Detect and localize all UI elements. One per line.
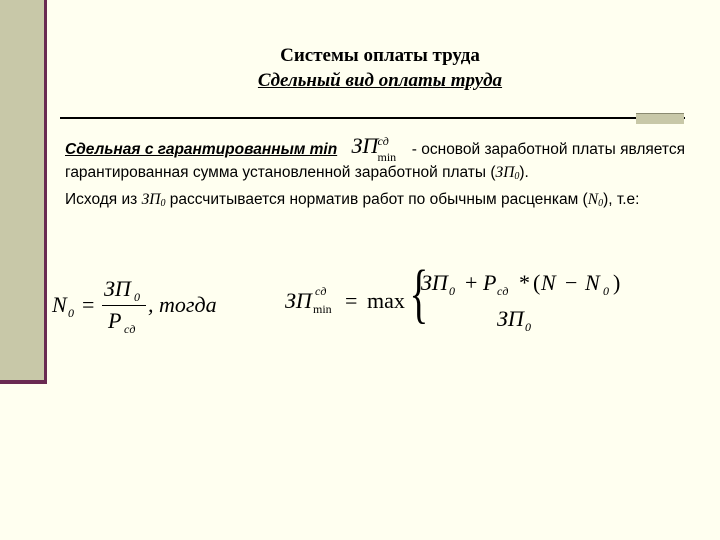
title-divider-line (60, 117, 685, 119)
inline-formula-zp-min (341, 133, 407, 164)
f2-r1-c: N (541, 270, 556, 295)
formula-zp-min (285, 257, 645, 342)
f1-denominator-sub: сд (124, 322, 136, 336)
n0-subscript: 0 (598, 198, 604, 209)
f2-r1-b-sub: сд (497, 284, 509, 298)
body-paragraph (65, 133, 685, 215)
f2-r1-paren-close: ) (613, 270, 621, 295)
sentence2-mid: рассчитывается норматив работ по обычным расценкам ( (165, 191, 588, 208)
f2-r1-times: * (519, 270, 530, 295)
inline-formula-sup: сд (377, 134, 389, 148)
zp0-subscript: 0 (514, 171, 520, 182)
f2-brace: { (409, 257, 429, 330)
f2-r1-a-sub: 0 (449, 284, 455, 298)
f2-lhs-sub: min (313, 302, 332, 316)
f1-numerator-sub: 0 (134, 290, 140, 304)
sentence1-end: ). (519, 164, 529, 181)
formula-n0 (52, 276, 232, 340)
f2-r1-a: ЗП (421, 270, 448, 295)
f2-r1-plus: + (465, 270, 478, 295)
sentence2-start: Исходя из (65, 191, 142, 208)
f2-equals: = (345, 288, 358, 313)
f2-r2-a: ЗП (497, 306, 524, 331)
zp0-symbol: ЗП (495, 164, 515, 181)
f2-r2-a-sub: 0 (525, 320, 531, 334)
lead-phrase: Сдельная с гарантированным min (65, 141, 338, 158)
f2-r1-d-sub: 0 (603, 284, 609, 298)
sentence2-end: ), т.е: (603, 191, 640, 208)
f1-lhs-sub: 0 (68, 306, 74, 320)
slide-subtitle: Сдельный вид оплаты труда (257, 70, 503, 91)
left-bar-foot-line (0, 380, 47, 384)
f2-max: max (367, 288, 405, 313)
f2-lhs: ЗП (285, 288, 312, 313)
inline-formula-symbol: ЗП (351, 133, 379, 158)
f1-numerator: ЗП (104, 276, 131, 301)
divider-decoration (636, 113, 684, 124)
f2-r1-b: P (483, 270, 497, 295)
f1-lhs: N (52, 292, 67, 317)
slide-title: Системы оплаты труда (280, 45, 480, 66)
n0-symbol: N (587, 191, 599, 208)
f1-equals: = (82, 292, 95, 317)
f2-r1-paren-open: ( (533, 270, 541, 295)
inline-formula-sub: min (377, 150, 397, 164)
zp0-symbol-2: ЗП (141, 191, 161, 208)
f2-r1-minus: − (565, 270, 578, 295)
f1-fraction-bar (102, 305, 146, 306)
f1-denominator: P (108, 308, 122, 333)
sentence1-text: - основой заработной платы является гарантированная сумма установленной заработной платы ( (65, 141, 685, 181)
f2-r1-d: N (585, 270, 600, 295)
f1-suffix: , тогда (148, 292, 217, 317)
zp0-subscript-2: 0 (160, 198, 166, 209)
f2-lhs-sup: сд (315, 284, 327, 298)
